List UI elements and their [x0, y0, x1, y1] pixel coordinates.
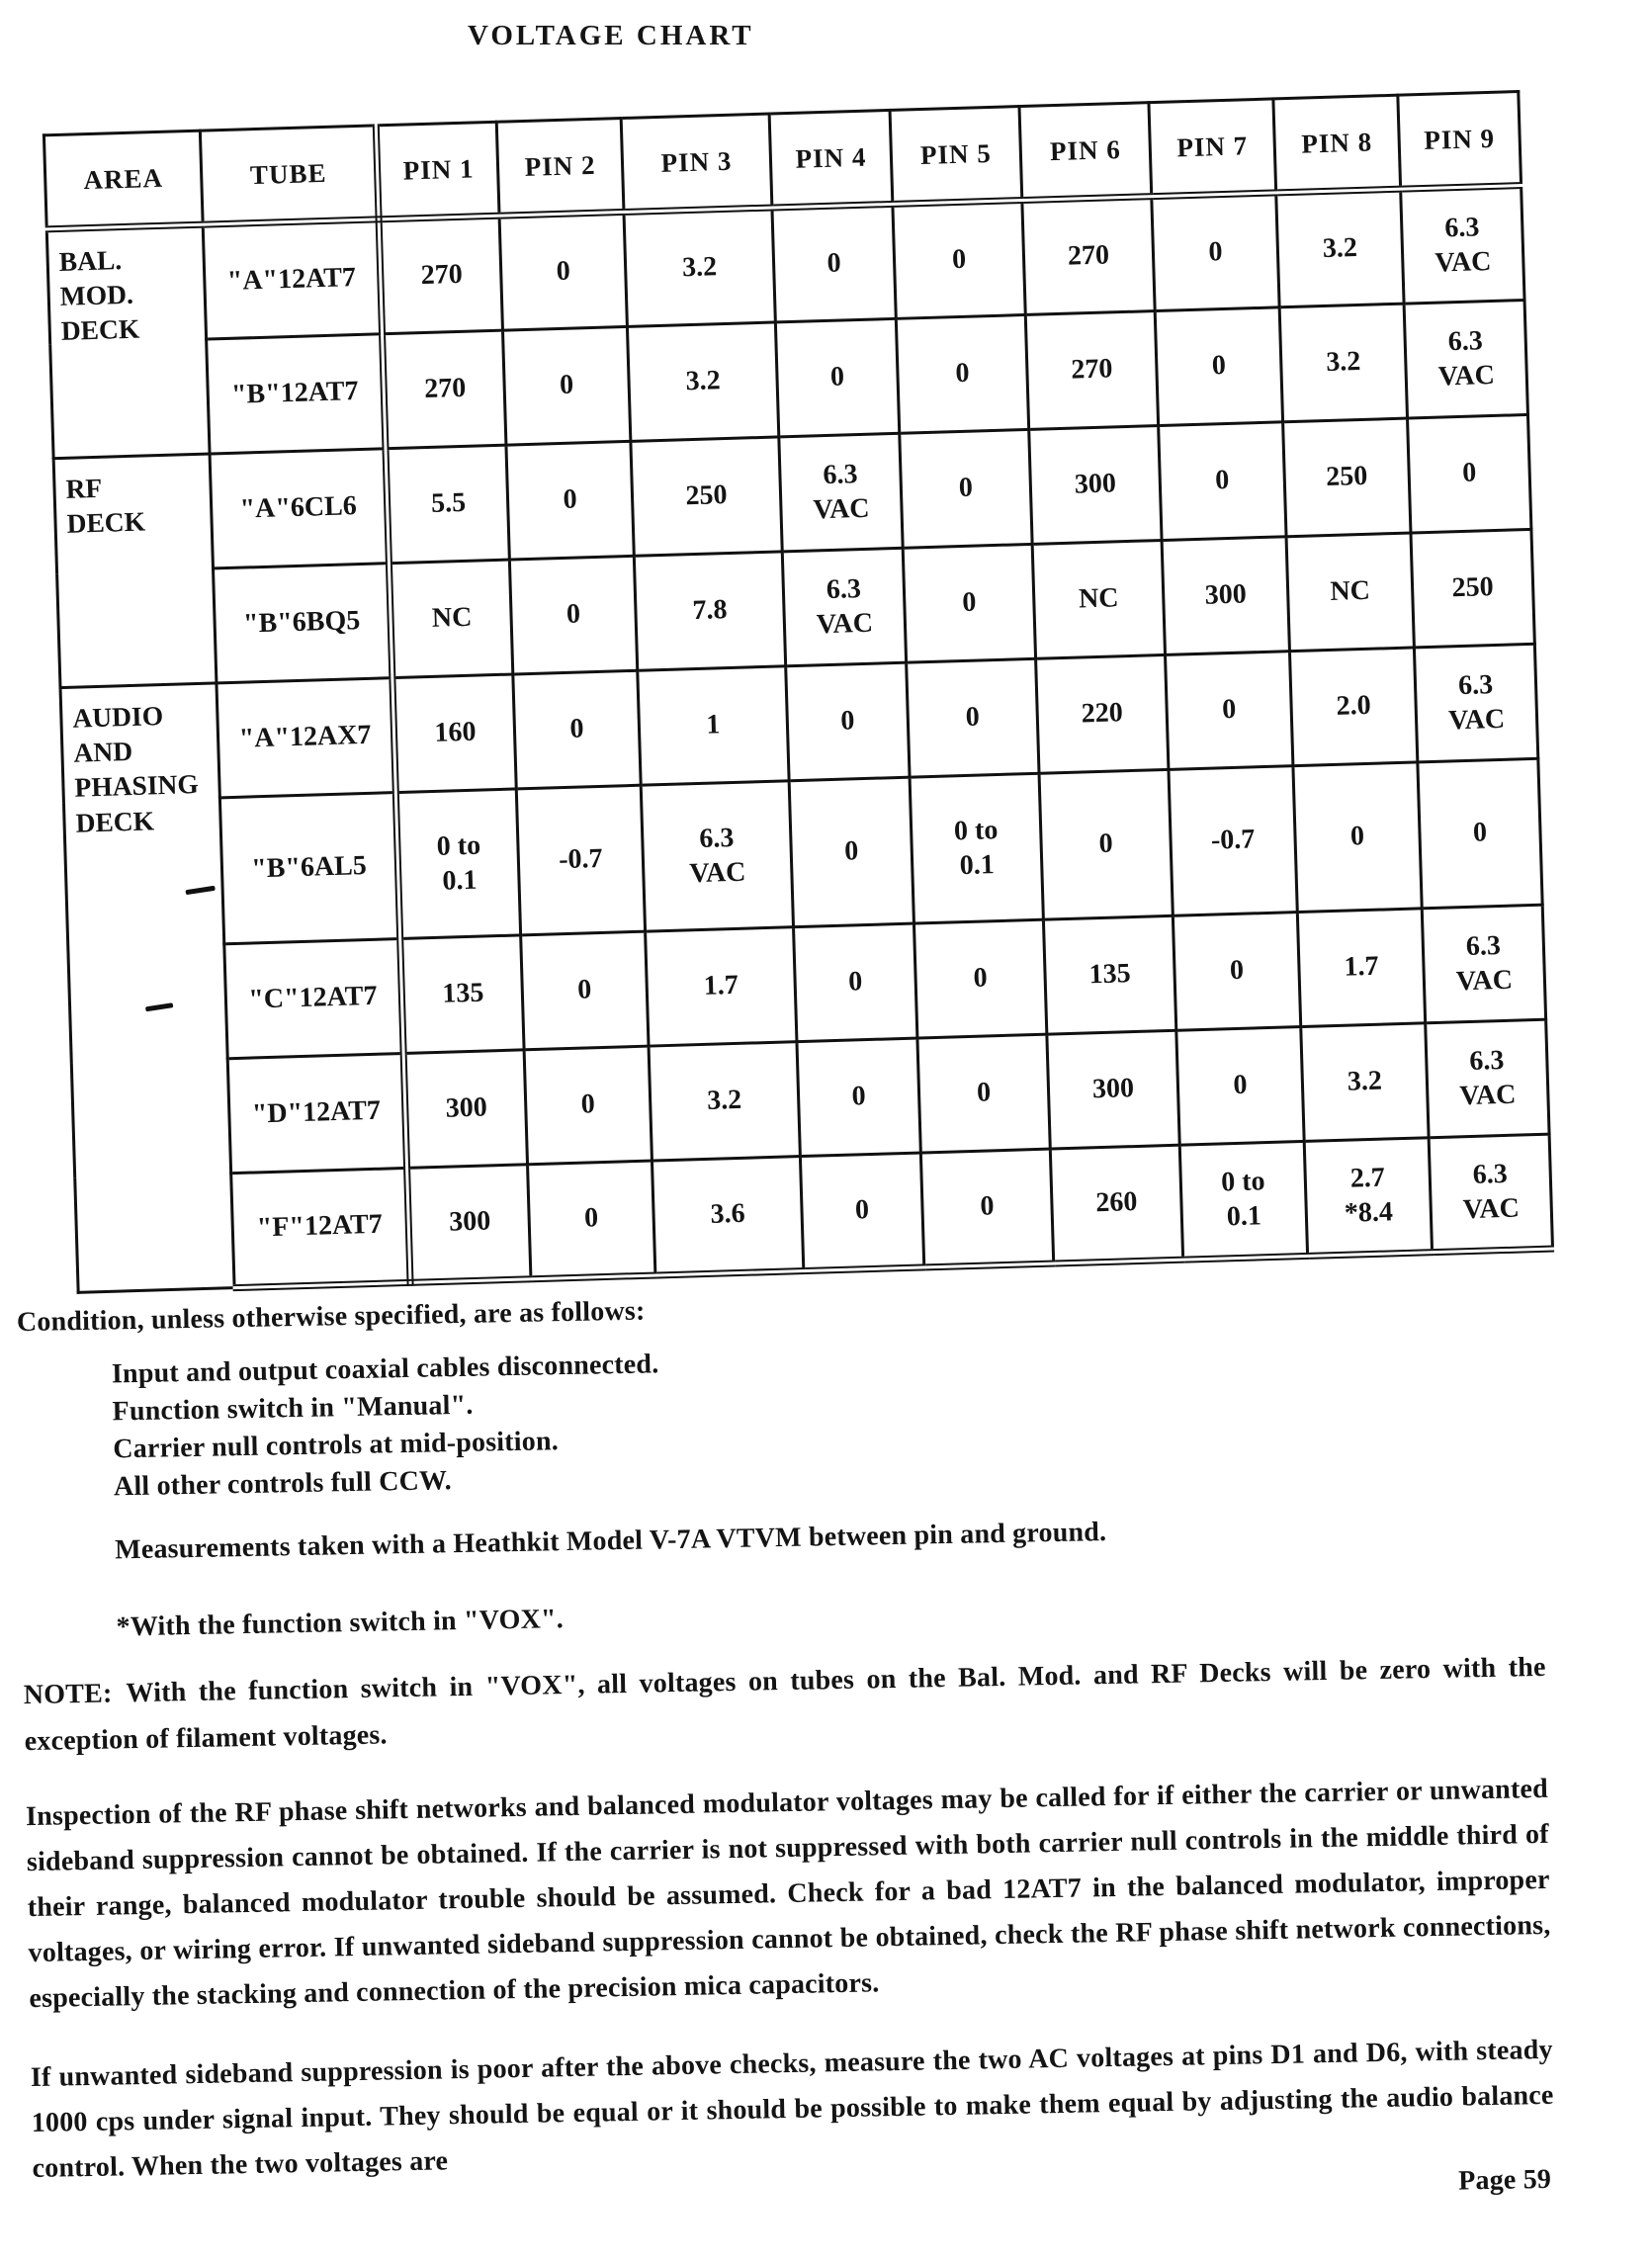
tube-cell: "B"6BQ5 — [214, 564, 392, 683]
pin-voltage-cell: 0 — [528, 1161, 655, 1279]
pin-voltage-cell: 3.2 — [1279, 304, 1407, 422]
tube-cell: "B"6AL5 — [219, 793, 399, 944]
conditions-intro: Condition, unless otherwise specified, are as follows: — [16, 1295, 646, 1339]
pin-voltage-cell: 3.2 — [649, 1042, 800, 1161]
pin-voltage-cell: 0 to 0.1 — [1179, 1141, 1307, 1260]
pin-voltage-cell: 0 — [1159, 422, 1286, 541]
pin-voltage-cell: 0 to 0.1 — [910, 773, 1043, 923]
pin-voltage-cell: 3.6 — [652, 1157, 803, 1275]
pin-voltage-cell: 0 — [907, 658, 1039, 777]
condition-item: Input and output coaxial cables disconnected. — [111, 1349, 659, 1390]
pin-voltage-cell: 0 — [521, 931, 649, 1050]
column-header: AREA — [43, 131, 203, 229]
pin-voltage-cell: NC — [389, 560, 512, 678]
pin-voltage-cell: 0 — [903, 544, 1035, 662]
column-header: PIN 9 — [1398, 92, 1522, 190]
scan-mark-dash — [145, 1002, 173, 1011]
pin-voltage-cell: 250 — [1283, 418, 1411, 537]
pin-voltage-cell: 1.7 — [646, 927, 797, 1046]
area-label: RF DECK — [65, 472, 146, 540]
pin-voltage-cell: 1 — [638, 666, 789, 785]
pin-voltage-cell: 0 — [772, 204, 896, 322]
pin-voltage-cell: 0 — [1166, 652, 1293, 770]
pin-voltage-cell: 0 — [513, 670, 641, 789]
tube-cell: "D"12AT7 — [227, 1053, 406, 1173]
scanned-manual-page — [0, 20, 1652, 2264]
pin-voltage-cell: 6.3 VAC — [782, 548, 906, 666]
pin-voltage-cell: 0 to 0.1 — [395, 789, 520, 939]
pin-voltage-cell: 0 — [1293, 762, 1422, 913]
pin-voltage-cell: 0 — [800, 1153, 923, 1271]
pin-voltage-cell: 0 — [900, 429, 1032, 548]
pin-voltage-cell: 0 — [524, 1046, 652, 1165]
pin-voltage-cell: 6.3 VAC — [1422, 905, 1545, 1023]
pin-voltage-cell: 300 — [1047, 1030, 1179, 1149]
pin-voltage-cell: 0 — [1418, 758, 1542, 909]
pin-voltage-cell: 3.2 — [1301, 1023, 1429, 1142]
pin-voltage-cell: 0 — [499, 212, 627, 330]
pin-voltage-cell: 270 — [383, 330, 506, 449]
column-header: PIN 2 — [496, 119, 624, 217]
page-number: Page 59 — [1457, 2163, 1552, 2197]
area-cell — [53, 454, 217, 688]
area-cell — [60, 683, 234, 1292]
pin-voltage-cell: 0 — [775, 318, 899, 437]
pin-voltage-cell: 5.5 — [386, 445, 509, 564]
pin-voltage-cell: 0 — [917, 1034, 1050, 1153]
pin-voltage-cell: 6.3 VAC — [1426, 1019, 1549, 1138]
table-body — [46, 186, 1552, 1293]
note-text: With the function switch in "VOX", all voltages on tubes on the Bal. Mod. and RF Decks will be zero with the exception of filament voltages. — [24, 1651, 1546, 1758]
body-text — [17, 1276, 1556, 2223]
column-header: PIN 7 — [1149, 99, 1276, 197]
voltage-chart-table — [43, 90, 1554, 1296]
pin-voltage-cell: 0 — [920, 1149, 1053, 1267]
column-header: PIN 4 — [769, 110, 893, 208]
pin-voltage-cell: 3.2 — [1276, 189, 1404, 307]
pin-voltage-cell: 135 — [1043, 915, 1175, 1034]
tube-cell: "A"12AT7 — [203, 219, 382, 339]
pin-voltage-cell: 6.3 VAC — [779, 433, 903, 552]
pin-voltage-cell: 0 — [893, 201, 1025, 319]
measurement-note: Measurements taken with a Heathkit Model V-7A VTVM between pin and ground. — [114, 1517, 1107, 1566]
pin-voltage-cell: 160 — [392, 674, 516, 793]
area-label: BAL. MOD. DECK — [58, 244, 140, 347]
condition-item: Function switch in "Manual". — [112, 1389, 474, 1428]
column-header: PIN 3 — [621, 114, 772, 212]
note-block — [23, 1644, 1546, 1765]
pin-voltage-cell: 300 — [1029, 426, 1162, 545]
page-title: VOLTAGE CHART — [468, 20, 754, 51]
pin-voltage-cell: 3.2 — [624, 208, 775, 326]
note-label: NOTE: — [23, 1678, 113, 1711]
pin-voltage-cell: 300 — [403, 1050, 527, 1169]
pin-voltage-cell: 300 — [1162, 537, 1289, 655]
area-label: AUDIO AND PHASING DECK — [71, 700, 200, 838]
pin-voltage-cell: 6.3 VAC — [641, 781, 793, 931]
tube-cell: "F"12AT7 — [231, 1168, 410, 1287]
column-header: PIN 1 — [376, 122, 499, 219]
pin-voltage-cell: 2.0 — [1289, 648, 1417, 766]
pin-voltage-cell: 0 — [913, 919, 1046, 1038]
pin-voltage-cell: 0 — [1176, 1027, 1304, 1146]
column-header: PIN 6 — [1019, 103, 1152, 201]
pin-voltage-cell: 0 — [1173, 913, 1300, 1031]
pin-voltage-cell: 6.3 VAC — [1401, 186, 1524, 305]
scan-mark-dash — [185, 886, 215, 895]
pin-voltage-cell: 3.2 — [627, 322, 778, 441]
pin-voltage-cell: 270 — [1025, 311, 1158, 430]
page-sheet — [0, 20, 1652, 2210]
asterisk-footnote: *With the function switch in "VOX". — [116, 1604, 565, 1643]
pin-voltage-cell: 0 — [1408, 414, 1531, 533]
pin-voltage-cell: 0 — [896, 314, 1028, 433]
pin-voltage-cell: 0 — [1155, 307, 1282, 426]
tube-cell: "B"12AT7 — [207, 334, 386, 454]
pin-voltage-cell: 0 — [794, 923, 917, 1042]
pin-voltage-cell: 6.3 VAC — [1429, 1134, 1552, 1253]
paragraph-suppression: If unwanted sideband suppression is poor after the above checks, measure the two AC voltages at pins D1 and D6, with steady 1000 cps under signal input. They should be equal or it should be possible to make them equal by adjusting the audio balance control. When the two voltages are — [30, 2034, 1554, 2185]
pin-voltage-cell: 0 — [506, 441, 634, 560]
tube-cell: "C"12AT7 — [224, 939, 403, 1059]
pin-voltage-cell: -0.7 — [516, 785, 645, 935]
pin-voltage-cell: 220 — [1036, 654, 1169, 773]
pin-voltage-cell: 300 — [407, 1165, 531, 1283]
pin-voltage-cell: 1.7 — [1297, 909, 1425, 1027]
pin-voltage-cell: 260 — [1050, 1145, 1182, 1263]
pin-voltage-cell: 250 — [631, 437, 782, 556]
column-header: PIN 8 — [1273, 95, 1401, 193]
pin-voltage-cell: 135 — [400, 935, 524, 1054]
pin-voltage-cell: 270 — [1022, 197, 1155, 315]
pin-voltage-cell: -0.7 — [1169, 766, 1297, 916]
area-cell — [46, 224, 210, 459]
column-header: PIN 5 — [890, 107, 1022, 205]
pin-voltage-cell: 0 — [797, 1038, 920, 1157]
pin-voltage-cell: 0 — [1039, 769, 1173, 919]
pin-voltage-cell: 2.7 *8.4 — [1304, 1138, 1432, 1257]
condition-item: Carrier null controls at mid-position. — [113, 1426, 560, 1465]
pin-voltage-cell: 6.3 VAC — [1414, 644, 1537, 762]
voltage-chart-table-wrap — [43, 90, 1551, 1296]
pin-voltage-cell: 0 — [1152, 193, 1279, 311]
column-header: TUBE — [200, 126, 379, 224]
condition-item: All other controls full CCW. — [113, 1465, 453, 1503]
pin-voltage-cell: 0 — [786, 662, 910, 781]
pin-voltage-cell: 270 — [379, 216, 502, 334]
pin-voltage-cell: NC — [1286, 533, 1414, 652]
pin-voltage-cell: 6.3 VAC — [1404, 300, 1527, 418]
pin-voltage-cell: 7.8 — [634, 552, 785, 670]
tube-cell: "A"12AX7 — [217, 678, 395, 798]
pin-voltage-cell: 0 — [502, 326, 630, 445]
pin-voltage-cell: 250 — [1411, 529, 1534, 648]
tube-cell: "A"6CL6 — [210, 449, 389, 568]
pin-voltage-cell: 0 — [789, 777, 913, 927]
pin-voltage-cell: 0 — [509, 556, 637, 674]
paragraph-inspection: Inspection of the RF phase shift networks and balanced modulator voltages may be called for if either the carrier or unwanted sideband suppression cannot be obtained. If the carrier is not suppressed with both carrier null controls in the middle third of their range, balanced modulator trouble should be assumed. Check for a bad 12AT7 in the balanced modulator, improper voltages, or wiring error. If unwanted sideband suppression cannot be obtained, check the RF phase shift network connections, especially the stacking and connection of the precision mica capacitors. — [25, 1773, 1551, 2015]
pin-voltage-cell: NC — [1032, 540, 1165, 658]
conditions-list — [112, 1330, 1543, 1506]
